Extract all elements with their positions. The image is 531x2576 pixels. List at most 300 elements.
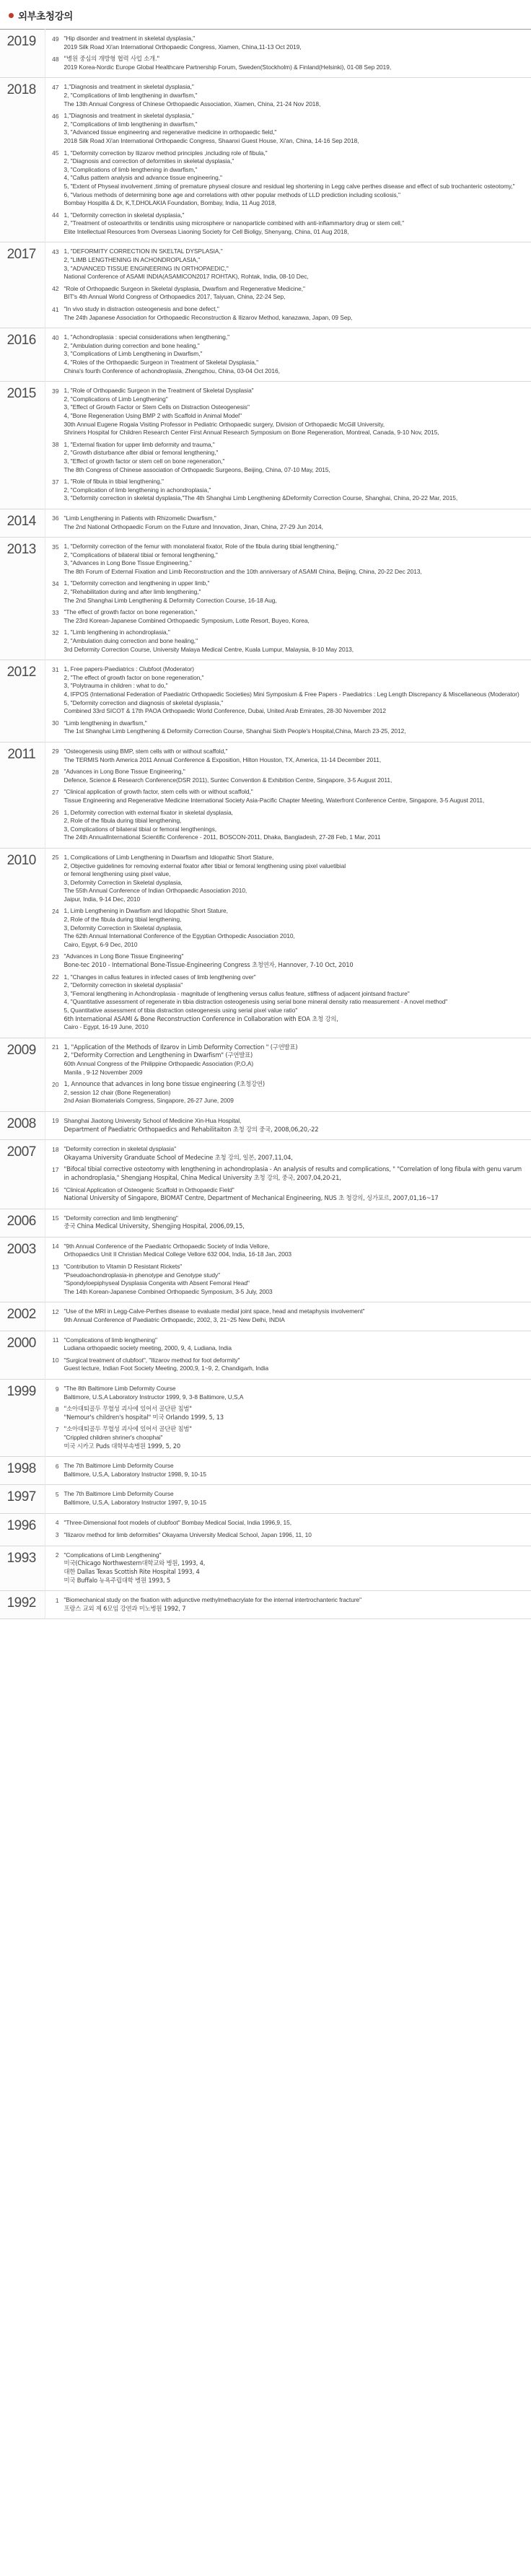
- entry-number: 32: [52, 628, 59, 636]
- year-cell: [0, 1038, 45, 1111]
- year-label: 1999: [6, 1384, 36, 1399]
- entries-cell: [45, 1111, 531, 1139]
- entries-cell: [45, 1485, 531, 1513]
- entry-line: 4, "Callus pattern analysis and advance tissue engineering,": [63, 174, 222, 182]
- entry-line: Tissue Engineering and Regenerative Medicine International Society Asia-Pacific Chapter Meeting, Waterfront Conference Centre, Singapore, 3-5 August 2011,: [63, 796, 485, 804]
- entry-line: 1, Free papers-Paediatrics : Clubfoot (Moderator): [63, 665, 194, 673]
- entry-line: The 8th Forum of External Fixation and Limb Reconstruction and the 10th anniversary of ASAMI China, Beijing, China, 20-22 Dec 2013,: [63, 567, 422, 575]
- entry-line: 2, "Complications of limb lengthening in dwarfism,": [63, 91, 198, 99]
- table-row: [0, 1457, 531, 1485]
- entry-line: 1, "Application of the Methods of Ilzarov in Limb Deformity Correction " (구연발표): [63, 1043, 298, 1051]
- entry-line: 2, "Ambulation during correction and bone healing,": [63, 341, 200, 349]
- entry-line: 3, "Advances in Long Bone Tissue Engineering,": [63, 559, 192, 567]
- entry-number: 7: [55, 1425, 59, 1433]
- year-cell: [0, 1111, 45, 1139]
- entry-line: Baltimore, U,S,A, Laboratory Instructor 1998, 9, 10-15: [63, 1470, 206, 1478]
- entry-line: Cairo - Egypt, 16-19 June, 2010: [63, 1023, 149, 1031]
- entry-line: "Ilizarov method for limb deformities" Okayama University Medical School, Japan 1996, 11, 10: [63, 1530, 312, 1538]
- entry-body: [64, 1490, 526, 1507]
- table-row: [0, 1546, 531, 1590]
- entry-body: [64, 1186, 526, 1203]
- entry-number: 39: [52, 387, 59, 395]
- entry-number: 36: [52, 514, 59, 522]
- page-title-text: 외부초청강의: [18, 11, 73, 22]
- entry-number: 3: [55, 1531, 59, 1539]
- table-row: [0, 742, 531, 848]
- entry-number: 46: [52, 112, 59, 120]
- entry-body: [64, 1165, 526, 1182]
- entry-line: "Pseudoachondroplasia-in phenotype and Genotype study": [63, 1271, 220, 1279]
- lecture-entry: [45, 1335, 526, 1355]
- entry-body: [64, 1263, 526, 1296]
- entry-line: The 55th Annual Conference of Indian Orthopaedic Association 2010,: [63, 887, 247, 895]
- lecture-entry: [45, 1164, 526, 1184]
- lecture-entry: [45, 332, 526, 377]
- entry-number: 43: [52, 247, 59, 255]
- entry-body: [64, 907, 526, 949]
- entry-body: [64, 35, 526, 51]
- page-header: [0, 0, 531, 29]
- table-row: [0, 1380, 531, 1457]
- entry-line: 4, IFPOS (International Federation of Paediatric Orthopaedic Societies) Mini Symposium & Free Papers - Paediatrics : Leg Length Discrepancy & Miscellaneous (Moderator): [63, 691, 519, 698]
- entry-line: The 62th Annual International Conference of the Egyptian Orthopedic Association 2010,: [63, 932, 295, 940]
- entry-number: 8: [55, 1405, 59, 1413]
- lecture-entry: [45, 385, 526, 439]
- year-cell: [0, 660, 45, 742]
- entry-line: The 2nd National Orthopaedic Forum on the Future and Innovation, Jinan, China, 27-29 Jun 2014,: [63, 522, 323, 530]
- entry-line: 1, Deformity correction with external fixator in skeletal dysplasia,: [63, 808, 233, 816]
- entry-line: 미국 Buffalo 뉴욕주립대학 병원 1993, 5: [63, 1576, 170, 1584]
- entry-line: 1, "Changes in callus features in infected cases of limb lengthening over": [63, 973, 256, 981]
- entry-line: 2, "Ambulation duing correction and bone healing,": [63, 637, 198, 645]
- year-label: 1993: [6, 1550, 36, 1566]
- entries-cell: [45, 1140, 531, 1209]
- lecture-entry: [45, 627, 526, 656]
- entry-line: Guest lecture, Indian Foot Society Meeting, 2000,9, 1~9, 2, Chandigarh, India: [63, 1364, 269, 1372]
- entry-line: 미국(Chicago Northwestern대학교와 병원, 1993, 4,: [63, 1559, 206, 1567]
- year-cell: [0, 1237, 45, 1302]
- entry-line: China's fourth Conference of achondroplasia, Zhengzhou, China, 03-04 Oct 2016,: [63, 367, 280, 374]
- entry-line: Shriners Hospital for Children Research Center First Annual Research Symposium on Bone Regeneration, Montreal, Canada, 9-10 Nov, 2015,: [63, 429, 439, 437]
- entry-line: "Surgical treatment of clubfoot", "Ilizarov method for foot deformity": [63, 1356, 240, 1364]
- lecture-entry: [45, 1042, 526, 1079]
- lecture-entry: [45, 82, 526, 110]
- entry-line: "Role of Orthopaedic Surgeon in Skeletal dysplasia, Dwarfism and Regenerative Medicine,": [63, 284, 305, 292]
- entry-body: [64, 1531, 526, 1540]
- entry-line: 4, "Quantitative assessment of regenerate in tibia distraction osteogenesis using serial bone mineral density ratio measurement - A novel method": [63, 998, 448, 1006]
- entry-body: [64, 1336, 526, 1353]
- entry-number: 15: [52, 1214, 59, 1222]
- entry-number: 28: [52, 768, 59, 776]
- table-row: [0, 1302, 531, 1331]
- entry-body: [64, 952, 526, 969]
- entry-line: "Hip disorder and treatment in skeletal dysplasia,": [63, 35, 196, 42]
- entry-line: 2, "Complication of limb lengthening in achondroplasia,": [63, 486, 211, 494]
- entry-body: [64, 809, 526, 842]
- entry-body: [64, 788, 526, 805]
- entry-line: The 1st Shanghai Limb Lengthening & Deformity Correction Course, Shanghai Sixth People's Hospital,China, March 23-25, 2012,: [63, 727, 406, 735]
- lecture-entry: [45, 607, 526, 627]
- entry-number: 49: [52, 35, 59, 43]
- entry-line: "Osteogenesis using BMP, stem cells with or without scaffold,": [63, 747, 228, 755]
- table-row: [0, 78, 531, 242]
- entry-line: 2, "Deformity correction in skeletal dysplasia": [63, 981, 183, 989]
- entry-line: 1, "DEFORMITY CORRECTION IN SKELTAL DYSPLASIA,": [63, 247, 223, 255]
- lecture-table: [0, 29, 531, 1619]
- entry-line: The TERMIS North America 2011 Annual Conference & Exposition, Hilton Houston, TX, America, 11-14 December 2011,: [63, 755, 382, 763]
- entry-body: [64, 973, 526, 1032]
- lecture-entry: [45, 1144, 526, 1164]
- entry-number: 38: [52, 441, 59, 449]
- entry-line: 1, "Achondroplasia : special considerations when lengthening,": [63, 333, 230, 341]
- entry-line: Bombay Hospitla & Dr, K,T,DHOLAKIA Foundation, Bombay, India, 11 Aug 2018,: [63, 199, 276, 207]
- year-label: 2013: [6, 542, 36, 558]
- lecture-entry: [45, 1383, 526, 1403]
- lecture-entry: [45, 33, 526, 53]
- entry-body: [64, 285, 526, 302]
- entry-line: 3, "Complications of limb lengthening in dwarfism,": [63, 165, 198, 173]
- entry-body: [64, 1117, 526, 1134]
- entry-line: National Conference of ASAMI INDIA(ASAMICON2017 ROHTAK), Rohtak, India, 08-10 Dec,: [63, 273, 309, 281]
- lecture-entry: [45, 951, 526, 971]
- lecture-entry: [45, 513, 526, 533]
- entry-line: 2018 Silk Road Xi'an International Orthopaedic Congress, Shaanxi Guest House, Xi'an, China, 14-16 Sep 2018,: [63, 136, 359, 144]
- year-label: 2016: [6, 333, 36, 349]
- year-cell: [0, 1591, 45, 1619]
- year-cell: [0, 1302, 45, 1331]
- lecture-entry: [45, 664, 526, 718]
- entry-number: 21: [52, 1043, 59, 1051]
- year-cell: [0, 742, 45, 848]
- lecture-entry: [45, 1550, 526, 1587]
- lecture-entry: [45, 766, 526, 787]
- year-cell: [0, 509, 45, 537]
- year-cell: [0, 78, 45, 242]
- bullet-dot-icon: [9, 13, 14, 18]
- entry-line: "Clinical application of growth factor, stem cells with or without scaffold,": [63, 788, 253, 796]
- entry-number: 26: [52, 809, 59, 817]
- entry-line: Elite Intellectual Resources from Overseas Liaoning Society for Cell Bioligy, Shenyang, China, 01 Aug 2018,: [63, 227, 349, 235]
- entry-number: 6: [55, 1462, 59, 1470]
- year-cell: [0, 30, 45, 78]
- entry-number: 48: [52, 55, 59, 63]
- entry-line: Cairo, Egypt, 6-9 Dec, 2010: [63, 940, 138, 948]
- year-cell: [0, 1546, 45, 1590]
- entry-line: Shanghai Jiaotong University School of Medicine Xin-Hua Hospital,: [63, 1116, 242, 1124]
- entries-cell: [45, 1038, 531, 1111]
- entry-line: The 23rd Korean-Japanese Combined Orthopaedic Symposium, Lotte Resort, Buyeo, Korea,: [63, 616, 310, 624]
- lecture-entry: [45, 1261, 526, 1298]
- entry-line: 1, "Deformity correction of the femur with monolateral fixator, Role of the fibula during tibial lengthening,": [63, 543, 338, 551]
- lecture-entry: [45, 1517, 526, 1530]
- entry-line: 2019 Korea-Nordic Europe Global Healthcare Partnership Forum, Sweden(Stockholm) & Finland(Helsinki), 01-08 Sep 2019,: [63, 63, 392, 71]
- entry-line: 3, "Femoral lengthening in Achondroplasia - magnitude of lengthening versus callus feature, stiffness of adjacent jointsand fracture": [63, 989, 410, 997]
- entries-cell: [45, 742, 531, 848]
- entry-body: [64, 1043, 526, 1077]
- entry-body: [64, 719, 526, 736]
- entry-number: 17: [52, 1165, 59, 1173]
- lecture-entry: [45, 1424, 526, 1453]
- entry-line: 2, Role of the fibula during tibial lengthening,: [63, 817, 182, 825]
- entry-line: 2, "Complications of limb lengthening in dwarfism,": [63, 120, 198, 128]
- year-cell: [0, 1140, 45, 1209]
- entry-line: or femoral lengthening using pixel value,: [63, 870, 171, 878]
- entries-cell: [45, 1331, 531, 1379]
- entry-line: 3, Deformity Correction in Skeletal dysplasia,: [63, 878, 183, 886]
- lecture-entry: [45, 541, 526, 578]
- entry-body: [64, 748, 526, 764]
- entry-number: 13: [52, 1263, 59, 1271]
- entry-line: 2, session 12 chair (Bone Regeneration): [63, 1088, 171, 1096]
- entry-line: The 2nd Shanghai Limb Lengthening & Deformity Correction Course, 16-18 Aug,: [63, 596, 277, 604]
- entry-body: [64, 1243, 526, 1259]
- entry-number: 5: [55, 1490, 59, 1498]
- entry-number: 22: [52, 973, 59, 981]
- entry-line: 2, "Complications of Limb Lengthening": [63, 395, 168, 403]
- lecture-entry: [45, 476, 526, 505]
- entry-body: [64, 1357, 526, 1373]
- lecture-entry: [45, 746, 526, 766]
- year-label: 2012: [6, 665, 36, 680]
- entry-line: 6, "Various methods of determining bone age and correlations with other popular methods of LLD prediction including scoliosis,": [63, 190, 400, 198]
- entry-line: 2, "The effect of growth factor on bone regeneration,": [63, 673, 204, 681]
- entries-cell: [45, 1591, 531, 1619]
- entry-line: Jaipur, India, 9-14 Dec, 2010: [63, 895, 141, 903]
- year-label: 2010: [6, 852, 36, 868]
- entry-line: 9th Annual Conference of Paediatric Orthopaedic, 2002, 3, 21~25 New Delhi, INDIA: [63, 1316, 285, 1324]
- entry-body: [64, 514, 526, 531]
- entry-line: Baltimore, U.S,A Laboratory Instructor 1999, 9, 3-8 Baltimore, U,S,A: [63, 1393, 244, 1401]
- entry-body: [64, 1385, 526, 1401]
- entry-line: 미국 시카고 Puds 대학부속병원 1999, 5, 20: [63, 1442, 180, 1450]
- entry-line: "소아대퇴골두 무혈성 괴사에 있어서 골단판 침범": [63, 1405, 192, 1413]
- entries-cell: [45, 1209, 531, 1237]
- entry-body: [64, 1405, 526, 1421]
- entry-number: 25: [52, 854, 59, 862]
- entry-body: [64, 628, 526, 654]
- entry-line: 3, "Deformity correction in skeletal dysplasia,"The 4th Shanghai Limb Lengthening &Deformity Correction Course, Shanghai, China, 20-22 Mar, 2015,: [63, 494, 458, 502]
- entry-line: 5, "Extent of Physeal involvement ,timing of premature physeal closure and residual leg shortening in Legg calve perthes disease and effect of sub trochanteric osteotomy,": [63, 182, 515, 190]
- year-label: 2009: [6, 1042, 36, 1058]
- table-row: [0, 1513, 531, 1546]
- entry-number: 18: [52, 1145, 59, 1153]
- entry-number: 35: [52, 543, 59, 551]
- entry-line: 1, Announce that advances in long bone tissue engineering (초청강연): [63, 1080, 265, 1088]
- year-label: 2007: [6, 1144, 36, 1160]
- entries-cell: [45, 78, 531, 242]
- table-row: [0, 660, 531, 742]
- entry-line: 2, "LIMB LENGTHENING IN ACHONDROPLASIA,": [63, 256, 201, 264]
- entry-line: 6th International ASAMI & Bone Reconstruction Conference in Collaboration with EOA 초청 강의,: [63, 1015, 338, 1022]
- entry-body: [64, 247, 526, 281]
- entry-number: 33: [52, 608, 59, 616]
- entry-line: "The effect of growth factor on bone regeneration,": [63, 608, 198, 616]
- entry-body: [64, 112, 526, 145]
- entry-line: "Complications of Limb Lengthening": [63, 1551, 162, 1559]
- entries-cell: [45, 242, 531, 328]
- lecture-entry: [45, 246, 526, 283]
- year-label: 1996: [6, 1517, 36, 1533]
- entry-body: [64, 1596, 526, 1613]
- entry-line: 1, "External fixation for upper limb deformity and trauma,": [63, 440, 215, 448]
- lecture-entry: [45, 807, 526, 844]
- entry-line: "Three-Dimensional foot models of clubfoot" Bombay Medical Social, India 1996,9, 15,: [63, 1518, 292, 1526]
- year-label: 2017: [6, 247, 36, 263]
- entries-cell: [45, 1302, 531, 1331]
- entry-number: 30: [52, 719, 59, 727]
- entry-line: "The 8th Baltimore Limb Deformity Course: [63, 1385, 176, 1392]
- entry-number: 10: [52, 1357, 59, 1364]
- year-cell: [0, 1380, 45, 1457]
- lecture-entry: [45, 1306, 526, 1326]
- table-row: [0, 1237, 531, 1302]
- year-cell: [0, 538, 45, 660]
- year-cell: [0, 1331, 45, 1379]
- lecture-entry: [45, 1241, 526, 1261]
- year-cell: [0, 1513, 45, 1546]
- lecture-entry: [45, 1460, 526, 1481]
- entry-body: [64, 854, 526, 904]
- entry-line: Baltimore, U,S,A, Laboratory Instructor 1997, 9, 10-15: [63, 1498, 206, 1506]
- entry-line: 4, "Roles of the Orthopaedic Surgeon in Treatment of Skeletal Dysplasia,": [63, 359, 259, 366]
- entry-line: 1, "Deformity correction and lengthening in upper limb,": [63, 579, 210, 587]
- lecture-entry: [45, 972, 526, 1034]
- lecture-entry: [45, 1116, 526, 1136]
- entry-number: 2: [55, 1551, 59, 1559]
- entry-body: [64, 1214, 526, 1231]
- year-label: 2019: [6, 34, 36, 49]
- entry-line: 1, "Role of Orthopaedic Surgeon in the Treatment of Skeletal Dysplasia": [63, 387, 254, 395]
- entry-line: "Crippled children shriner's choophai": [63, 1433, 163, 1441]
- entry-body: [64, 305, 526, 322]
- entry-number: 31: [52, 665, 59, 673]
- entry-line: 1, "Deformity correction by Ilizarov method principles ,including role of fibula,": [63, 149, 268, 157]
- entry-body: [64, 478, 526, 503]
- entries-cell: [45, 382, 531, 509]
- lecture-entry: [45, 210, 526, 239]
- entry-number: 34: [52, 579, 59, 587]
- year-label: 2003: [6, 1241, 36, 1257]
- entry-line: 1,"Diagnosis and treatment in skeletal dysplasia,": [63, 83, 194, 91]
- entry-line: 2, "Deformity Correction and Lengthening in Dwarfism" (구연발표): [63, 1051, 253, 1059]
- year-cell: [0, 328, 45, 382]
- lecture-entry: [45, 1213, 526, 1233]
- entry-line: 3, "ADVANCED TISSUE ENGINEERING IN ORTHOPAEDIC,": [63, 264, 229, 272]
- year-label: 1997: [6, 1489, 36, 1505]
- table-row: [0, 538, 531, 660]
- table-row: [0, 1140, 531, 1209]
- entry-line: "병원 중심의 개방형 협력 사업 소개.": [63, 55, 160, 63]
- entry-line: National University of Singapore, BIOMAT Centre, Department of Mechanical Engineering, NUS 초 청강의, 싱가포르, 2007,01,16~17: [63, 1194, 439, 1202]
- year-label: 1998: [6, 1461, 36, 1477]
- year-label: 2014: [6, 513, 36, 529]
- entry-number: 11: [52, 1336, 59, 1344]
- entry-line: 2, "Rehabilitation during and after limb lengthening,": [63, 588, 201, 596]
- lecture-entry: [45, 852, 526, 906]
- year-cell: [0, 848, 45, 1038]
- entry-line: "소아대퇴골두 무혈성 괴사에 있어서 골단판 침범": [63, 1425, 192, 1433]
- entry-number: 40: [52, 333, 59, 341]
- entry-line: Ludiana orthopaedic society meeting, 2000, 9, 4, Ludiana, India: [63, 1344, 232, 1352]
- entry-body: [64, 83, 526, 108]
- year-label: 2000: [6, 1335, 36, 1351]
- lecture-entry: [45, 1185, 526, 1205]
- entry-line: "Deformity correction and limb lengthening": [63, 1214, 178, 1222]
- year-label: 2018: [6, 82, 36, 98]
- entry-body: [64, 1307, 526, 1324]
- entry-line: "Use of the MRI in Legg-Calve-Perthes disease to evaluate medial joint space, head and metaphysis involvement": [63, 1307, 365, 1315]
- entry-line: 60th Annual Congress of the Philippine Orthopaedic Association (P,O,A): [63, 1059, 254, 1067]
- entry-line: 대한 Dallas Texas Scottish Rite Hospital 1993, 4: [63, 1567, 200, 1575]
- lecture-entry: [45, 1355, 526, 1375]
- entry-body: [64, 608, 526, 625]
- entry-line: 1, "Limb lengthening in achondroplasia,": [63, 628, 170, 636]
- year-label: 2002: [6, 1307, 36, 1323]
- entry-line: 4, "Bone Regeneration Using BMP 2 with Scaffold in Animal Model": [63, 411, 242, 419]
- lecture-entry: [45, 110, 526, 147]
- entries-cell: [45, 848, 531, 1038]
- entries-cell: [45, 660, 531, 742]
- entry-line: 2, Objective guidelines for removing external fixator after tibial or femoral lengthening using pixel valuetibial: [63, 862, 346, 869]
- entry-line: The 14th Korean-Japanese Combined Orthopaedic Symposium, 3-5 July, 2003: [63, 1287, 273, 1295]
- entries-cell: [45, 1457, 531, 1485]
- lecture-entry: [45, 718, 526, 738]
- entry-body: [64, 1425, 526, 1450]
- entry-number: 27: [52, 788, 59, 796]
- entry-line: 3, Complications of bilateral tibial or femoral lengthenings,: [63, 825, 217, 833]
- entry-line: Defence, Science & Research Conference(DSR 2011), Suntec Convention & Exhibition Centre, Singapore, 3-5 August 2011,: [63, 776, 392, 784]
- entry-line: "Advances in Long Bone Tissue Engineering,": [63, 768, 185, 776]
- table-row: [0, 382, 531, 509]
- entry-line: The 7th Baltimore Limb Deformity Course: [63, 1490, 174, 1498]
- entry-body: [64, 149, 526, 208]
- entry-line: "Biomechanical study on the fixation with adjunctive methylmethacrylate for the internal intertrochanteric fracture": [63, 1596, 362, 1604]
- table-row: [0, 1331, 531, 1379]
- entry-number: 24: [52, 907, 59, 915]
- entries-cell: [45, 538, 531, 660]
- entry-number: 16: [52, 1186, 59, 1193]
- entry-number: 45: [52, 149, 59, 157]
- entry-line: 1, "Role of fibula in tibial lengthening,": [63, 478, 164, 486]
- entry-body: [64, 665, 526, 716]
- entry-line: 프랑스 교외 제 6모임 강연과 미노병원 1992, 7: [63, 1604, 186, 1612]
- year-cell: [0, 242, 45, 328]
- year-label: 1992: [6, 1595, 36, 1611]
- entries-cell: [45, 1380, 531, 1457]
- entry-number: 4: [55, 1519, 59, 1527]
- entry-line: The 24th AnnualInternational Scientific Conference - 2011, BOSCON-2011, Dhaka, Bangladesh, 27-28 Feb, 1 Mar, 2011: [63, 833, 381, 841]
- table-row: [0, 328, 531, 382]
- entry-line: 2, "Diagnosis and correction of deformities in skeletal dysplasia,": [63, 157, 234, 165]
- entry-line: "Nemour's children's hospital" 미국 Orlando 1999, 5, 13: [63, 1413, 224, 1421]
- entry-line: 3, "Effect of growth factor or stem cell on bone regeneration,": [63, 457, 225, 465]
- table-row: [0, 30, 531, 78]
- table-row: [0, 1209, 531, 1237]
- lecture-entry: [45, 1595, 526, 1615]
- lecture-entry: [45, 787, 526, 807]
- entry-line: 중국 China Medical University, Shengjing Hospital, 2006,09,15,: [63, 1222, 245, 1230]
- entry-line: Okayama University Granduate School of Medecine 초청 강의, 일본, 2007,11,04,: [63, 1153, 293, 1161]
- entry-number: 14: [52, 1243, 59, 1250]
- entry-line: 2, "Treatment of osteoarthritis or tendinitis using microsphere or nanoparticle combined with anti-inflammartory drug or stem cell,": [63, 219, 404, 227]
- entry-line: The 8th Congress of Chinese association of Orthopaedic Surgeons, Beijing, China, 07-10 May, 2015,: [63, 465, 330, 473]
- year-label: 2011: [7, 746, 36, 762]
- entries-cell: [45, 1546, 531, 1590]
- year-cell: [0, 1457, 45, 1485]
- entry-line: Manila , 9-12 November 2009: [63, 1068, 143, 1076]
- entry-number: 19: [52, 1117, 59, 1125]
- year-cell: [0, 382, 45, 509]
